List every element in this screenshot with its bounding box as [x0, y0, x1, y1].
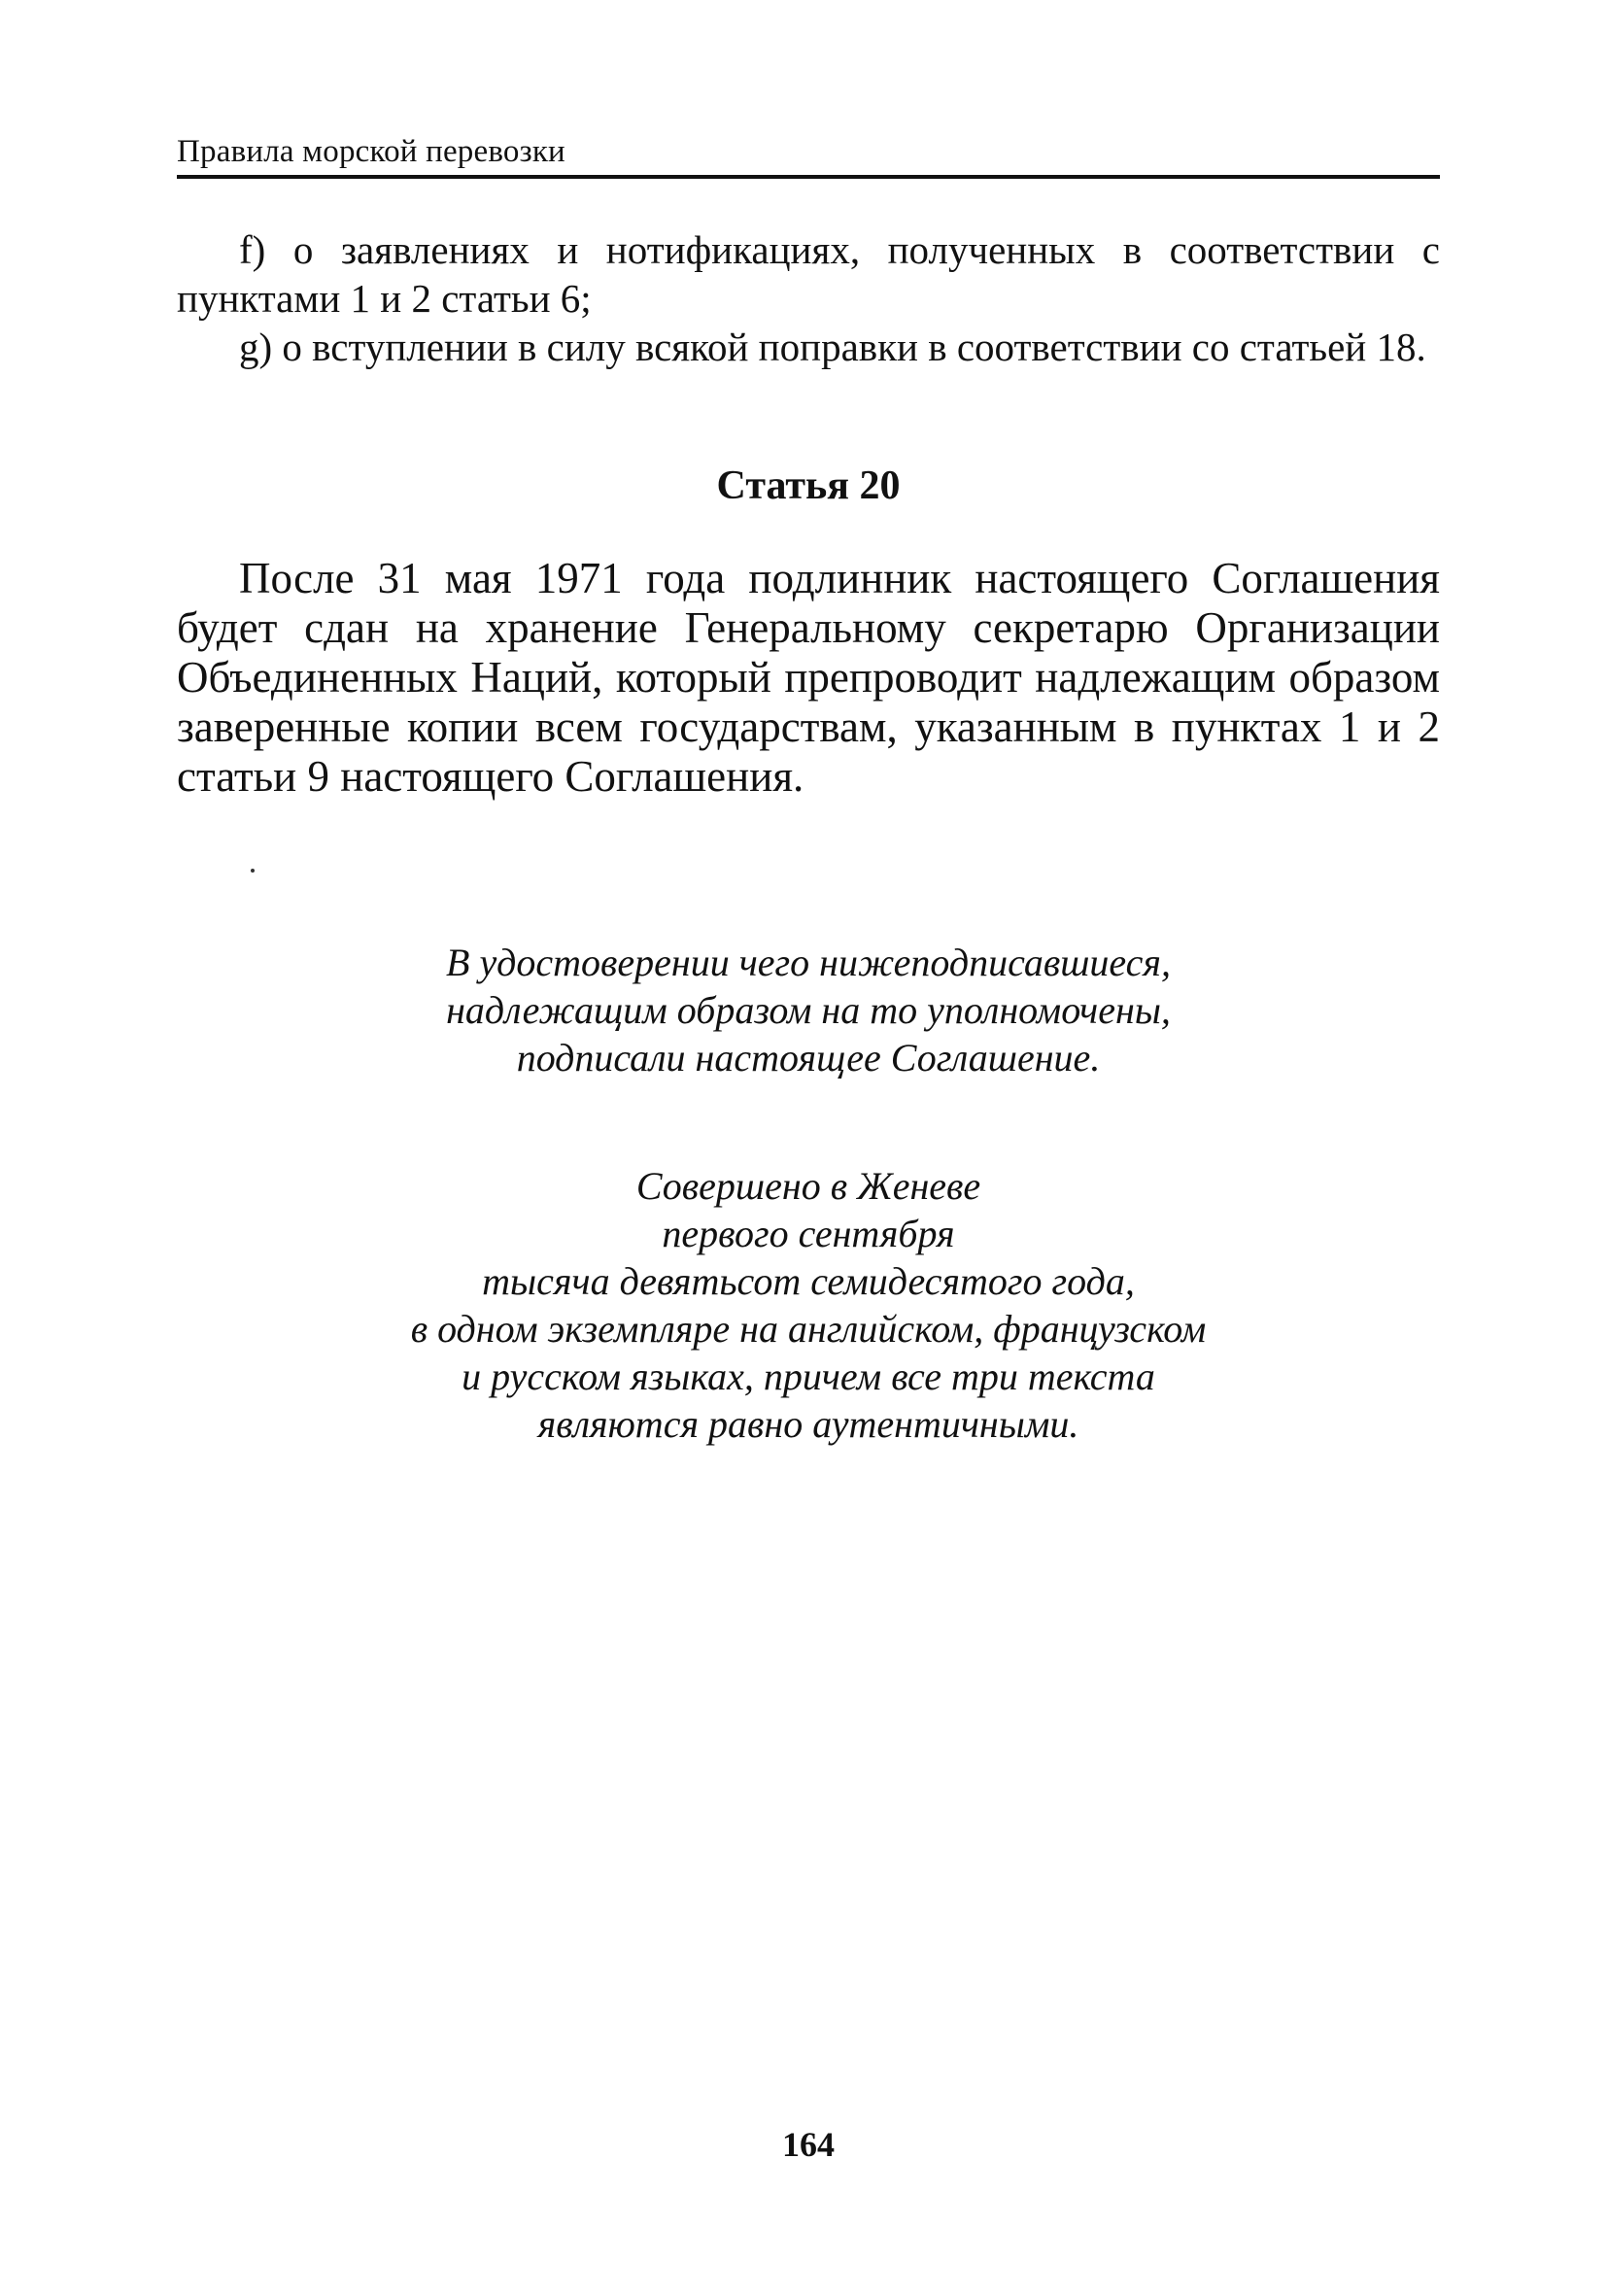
done-at-line: тысяча девятьсот семидесятого года, — [482, 1259, 1135, 1303]
witness-line: подписали настоящее Соглашение. — [516, 1036, 1101, 1079]
item-g-text: g) о вступлении в силу всякой поправки в соответствии со статьей 18. — [239, 325, 1426, 369]
witness-clause — [177, 939, 1440, 1081]
page-header — [177, 128, 1440, 179]
witness-line: надлежащим образом на то уполномочены, — [446, 988, 1171, 1032]
done-at-line: в одном экземпляре на английском, французском — [410, 1307, 1207, 1351]
done-at-line: Совершено в Женеве — [635, 1164, 981, 1208]
done-at-line: являются равно аутентичными. — [537, 1402, 1079, 1446]
list-item-f — [177, 225, 1440, 323]
witness-line: В удостоверении чего нижеподписавшиеся, — [446, 941, 1171, 984]
done-at-clause — [177, 1162, 1440, 1448]
article-paragraph: После 31 мая 1971 года подлинник настоящего Соглашения будет сдан на хранение Генеральному секретарю Организации Объединенных Наций, который препроводит надлежащим образом заверенные копии всем государствам, указанным в пунктах 1 и 2 статьи 9 настоящего Соглашения. — [177, 554, 1440, 801]
done-at-line: первого сентября — [662, 1212, 955, 1255]
article-heading: Статья 20 — [716, 463, 901, 508]
print-speck — [251, 869, 255, 873]
running-title: Правила морской перевозки — [177, 134, 565, 169]
list-item-g — [177, 323, 1440, 371]
item-f-text: f) о заявлениях и нотификациях, полученных в соответствии с пунктами 1 и 2 статьи 6; — [177, 227, 1440, 321]
page-number: 164 — [782, 2125, 835, 2164]
done-at-line: и русском языках, причем все три текста — [462, 1354, 1155, 1398]
